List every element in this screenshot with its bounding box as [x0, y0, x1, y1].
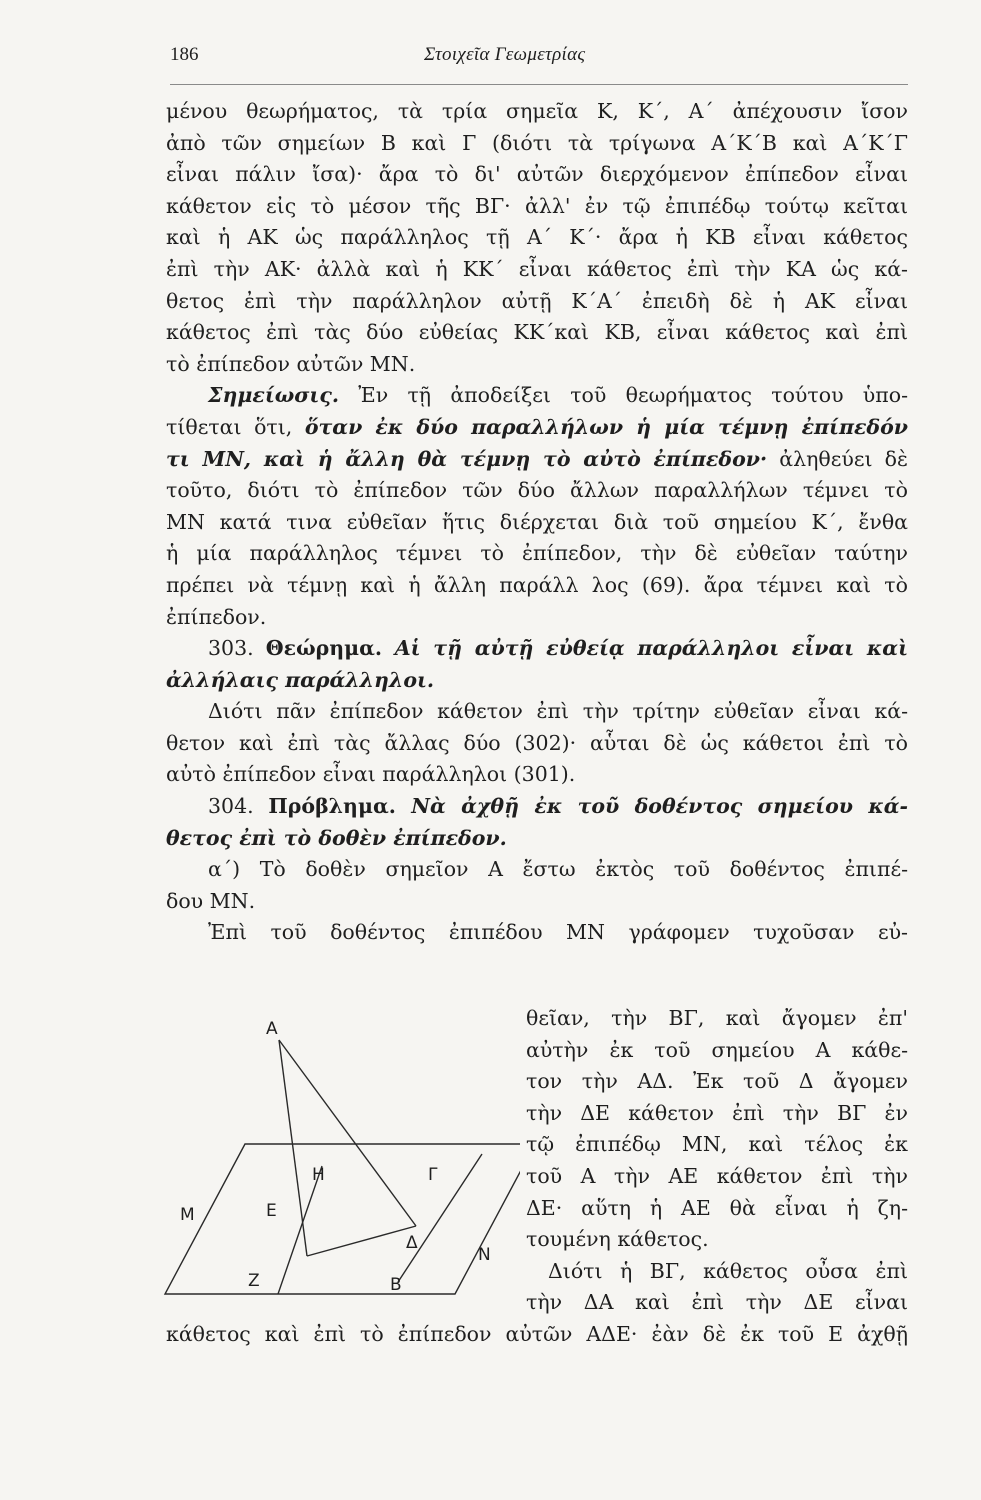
- text-line: κάθετος ἐπὶ τὰς δύο εὐθείας ΚΚ΄καὶ ΚΒ, εἶναι κάθετος καὶ ἐπὶ: [166, 320, 908, 345]
- remark-text: Ἐν τῇ ἀποδείξει τοῦ θεωρήματος τούτου ὑπο-: [338, 383, 908, 408]
- geometry-figure: [160, 1014, 520, 1314]
- label-b: B: [390, 1275, 402, 1295]
- text-line: ἐπίπεδον.: [166, 604, 267, 629]
- text-line: κάθετον εἰς τὸ μέσον τῆς ΒΓ· ἀλλ' ἐν τῷ ἐπιπέδῳ τούτῳ κεῖται: [166, 193, 908, 218]
- text-line: [166, 665, 908, 697]
- label-d: Δ: [406, 1233, 418, 1253]
- text-line: θετον καὶ ἐπὶ τὰς ἄλλας δύο (302)· αὗται δὲ ὡς κάθετοι ἐπὶ τὸ: [166, 730, 908, 755]
- theorem-heading-line: [166, 633, 908, 665]
- label-n: N: [478, 1245, 491, 1265]
- text-line: τοῦτο, διότι τὸ ἐπίπεδον τῶν δύο ἄλλων παραλλήλων τέμνει τὸ: [166, 478, 908, 503]
- header-rule: [170, 84, 908, 85]
- text-line: τον τὴν ΑΔ. Ἐκ τοῦ Δ ἄγομεν: [526, 1069, 908, 1094]
- text-line: θεῖαν, τὴν ΒΓ, καὶ ἄγομεν ἐπ': [526, 1006, 908, 1030]
- text-line: πρέπει νὰ τέμνῃ καὶ ἡ ἄλλη παράλλ λος (69). ἄρα τέμνει καὶ τὸ: [166, 572, 908, 597]
- label-h: H: [312, 1165, 325, 1185]
- plane-mn: [165, 1144, 520, 1294]
- segment-ed: [307, 1226, 416, 1256]
- text-beside-figure: [526, 1003, 908, 1319]
- remark-heading: Σημείωσις.: [208, 383, 339, 408]
- text-line: τὴν ΔΕ κάθετον ἐπὶ τὴν ΒΓ ἐν: [526, 1100, 908, 1125]
- plane-perpendicular-diagram: [160, 1014, 520, 1314]
- main-text: [166, 96, 908, 949]
- remark-line: [166, 380, 908, 412]
- text-line: θετος ἐπὶ τὴν παράλληλον αὐτῇ Κ΄Α΄ ἐπειδὴ δὲ ἡ ΑΚ εἶναι: [166, 288, 908, 313]
- text-line: τὴν ΔΑ καὶ ἐπὶ τὴν ΔΕ εἶναι: [526, 1290, 908, 1315]
- section-number: 303.: [208, 636, 266, 661]
- text-line: ἀπὸ τῶν σημείων Β καὶ Γ (διότι τὰ τρίγωνα Α΄Κ΄Β καὶ Α΄Κ΄Γ: [166, 130, 908, 155]
- text-line: τῷ ἐπιπέδῳ ΜΝ, καὶ τέλος ἐκ: [526, 1132, 908, 1157]
- theorem-statement: Αἱ τῇ αὐτῇ εὐθείᾳ παράλληλοι εἶναι καὶ: [382, 636, 908, 661]
- text-line: αὐτὸ ἐπίπεδον εἶναι παράλληλοι (301).: [166, 762, 576, 787]
- text-line: Ἐπὶ τοῦ δοθέντος ἐπιπέδου ΜΝ γράφομεν τυχοῦσαν εὐ-: [208, 920, 908, 945]
- label-a: A: [266, 1019, 278, 1039]
- label-e: E: [266, 1201, 277, 1221]
- text-line: δου ΜΝ.: [166, 888, 256, 913]
- text-line: ΔΕ· αὕτη ἡ ΑΕ θὰ εἶναι ἡ ζη-: [526, 1195, 908, 1220]
- text-line: α΄) Τὸ δοθὲν σημεῖον Α ἔστω ἐκτὸς τοῦ δοθέντος ἐπιπέ-: [208, 857, 908, 882]
- text-line: [166, 412, 908, 444]
- theorem-statement: ἀλλήλαις παράλληλοι.: [166, 667, 435, 692]
- problem-heading-line: [166, 791, 908, 823]
- page-header: [170, 44, 910, 76]
- text-line: ἡ μία παράλληλος τέμνει τὸ ἐπίπεδον, τὴν δὲ εὐθεῖαν ταύτην: [166, 541, 908, 566]
- line-zh: [278, 1166, 322, 1294]
- problem-statement: θετος ἐπὶ τὸ δοθὲν ἐπίπεδον.: [166, 825, 507, 850]
- emphasized-text: ὅταν ἐκ δύο παραλλήλων ἡ μία τέμνῃ ἐπίπεδόν: [304, 414, 908, 439]
- text-line: ΜΝ κατά τινα εὐθεῖαν ἥτις διέρχεται διὰ τοῦ σημείου Κ΄, ἔνθα: [166, 509, 908, 534]
- text-span: τίθεται ὅτι,: [166, 414, 305, 439]
- text-line: ἐπὶ τὴν ΑΚ· ἀλλὰ καὶ ἡ ΚΚ΄ εἶναι κάθετος ἐπὶ τὴν ΚΑ ὡς κά-: [166, 256, 908, 281]
- section-number: 304.: [208, 794, 269, 819]
- label-g: Γ: [428, 1165, 438, 1185]
- text-line: αὐτὴν ἐκ τοῦ σημείου Α κάθε-: [526, 1037, 908, 1062]
- text-line: καὶ ἡ ΑΚ ὡς παράλληλος τῇ Α΄ Κ΄· ἄρα ἡ ΚΒ εἶναι κάθετος: [166, 225, 908, 250]
- text-line: Διότι πᾶν ἐπίπεδον κάθετον ἐπὶ τὴν τρίτην εὐθεῖαν εἶναι κά-: [208, 699, 908, 724]
- text-line: τουμένη κάθετος.: [526, 1227, 709, 1252]
- text-line: [166, 444, 908, 476]
- text-line: κάθετος καὶ ἐπὶ τὸ ἐπίπεδον αὐτῶν ΑΔΕ· ἐὰν δὲ ἐκ τοῦ Ε ἀχθῇ: [166, 1322, 908, 1346]
- text-line: Διότι ἡ ΒΓ, κάθετος οὖσα ἐπὶ: [548, 1258, 908, 1283]
- emphasized-text: τι ΜΝ, καὶ ἡ ἄλλη θὰ τέμνῃ τὸ αὐτὸ ἐπίπεδον·: [166, 446, 768, 471]
- page-number: 186: [170, 44, 199, 65]
- label-m: M: [180, 1205, 195, 1225]
- running-title: Στοιχεῖα Γεωμετρίας: [424, 44, 586, 65]
- theorem-label: Θεώρημα.: [265, 636, 383, 661]
- problem-label: Πρόβλημα.: [268, 794, 396, 819]
- problem-statement: Νὰ ἀχθῇ ἐκ τοῦ δοθέντος σημείου κά-: [395, 794, 908, 819]
- closing-text: [166, 1319, 908, 1351]
- text-span: ἀληθεύει δὲ: [767, 446, 908, 471]
- text-line: μένου θεωρήματος, τὰ τρία σημεῖα Κ, Κ΄, Α΄ ἀπέχουσιν ἴσον: [166, 99, 908, 123]
- text-line: εἶναι πάλιν ἴσα)· ἄρα τὸ δι' αὐτῶν διερχόμενον ἐπίπεδον εἶναι: [166, 162, 908, 187]
- text-line: τοῦ Α τὴν ΑΕ κάθετον ἐπὶ τὴν: [526, 1163, 908, 1188]
- text-line: [166, 823, 908, 855]
- text-line: τὸ ἐπίπεδον αὐτῶν ΜΝ.: [166, 351, 416, 376]
- label-z: Z: [248, 1271, 260, 1291]
